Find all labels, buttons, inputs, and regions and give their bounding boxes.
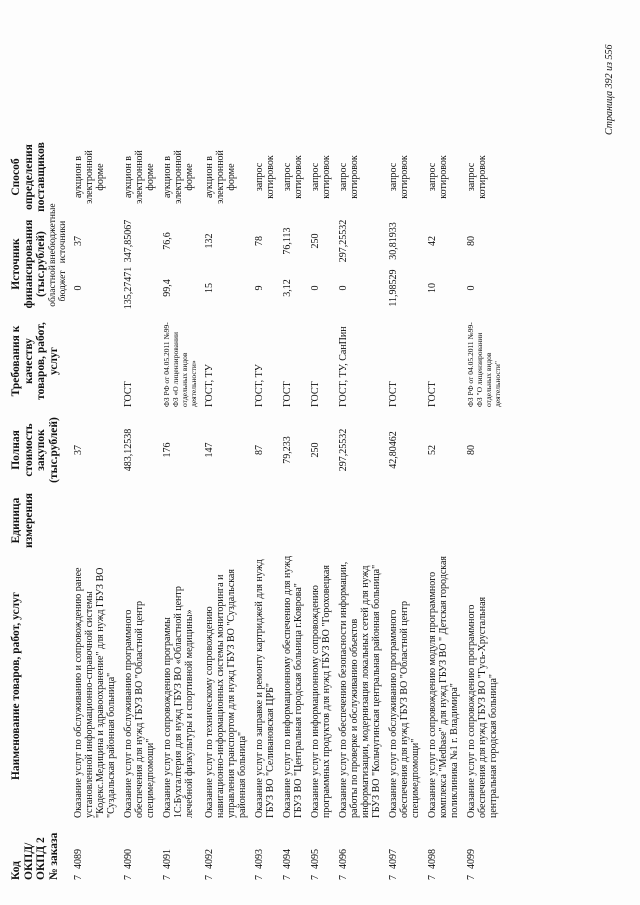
row-name: Оказание услуг по информационному сопровождению программных продуктов для нужд ГБУЗ ВО "Гороховецкая: [309, 565, 332, 818]
row-requirements: ГОСТ: [309, 381, 321, 407]
row-requirements: ГОСТ, ТУ, СанПин: [337, 326, 349, 407]
row-order-number: 4094: [281, 849, 293, 869]
row-financing-extra: 37: [72, 236, 84, 246]
row-financing-regional: 0: [72, 285, 84, 291]
table-row: [204, 138, 254, 883]
row-cost: 147: [203, 442, 215, 458]
row-financing: [310, 216, 338, 312]
row-unit: [310, 490, 338, 551]
table-row: [466, 138, 508, 883]
row-name: Оказание услуг по техническому сопровождению навигационно-информационных системы мониторинга и управления транспортом для нужд ГБУЗ ВО "Суздальская районная больница": [203, 569, 248, 818]
row-requirements: [73, 312, 123, 410]
procurement-table: [10, 138, 508, 883]
row-financing-extra: 297,25532: [337, 219, 349, 263]
row-financing-regional: 0: [309, 285, 321, 291]
row-order-number: 4092: [203, 849, 215, 869]
row-code-prefix: 7: [161, 875, 173, 880]
row-order-number: 4095: [309, 849, 321, 869]
row-cost: 37: [72, 445, 84, 455]
row-cost: 42,80462: [387, 431, 399, 469]
row-code: [388, 821, 427, 883]
row-order-number: 4098: [426, 849, 438, 869]
row-financing: [466, 216, 508, 312]
row-financing-regional: 0: [465, 285, 477, 291]
row-financing-regional: 135,27471: [122, 266, 134, 310]
row-code: [466, 821, 508, 883]
row-financing-extra: 132: [203, 233, 215, 249]
table-header-row: [10, 138, 73, 883]
row-cost: 79,233: [281, 436, 293, 464]
row-order-number: 4089: [72, 849, 84, 869]
table-row: [338, 138, 388, 883]
row-unit: [254, 490, 282, 551]
row-code: [310, 821, 338, 883]
row-code-prefix: 7: [426, 875, 438, 880]
header-cost: Полная стоимость закупок (тыс.рублей): [10, 417, 60, 483]
row-code-prefix: 7: [337, 875, 349, 880]
row-method: запрос котировок: [281, 155, 304, 199]
row-code-prefix: 7: [253, 875, 265, 880]
row-order-number: 4091: [161, 849, 173, 869]
row-financing: [162, 216, 204, 312]
table-row: [388, 138, 427, 883]
row-method: запрос котировок: [309, 155, 332, 199]
row-method: запрос котировок: [465, 155, 488, 199]
row-financing-regional: 99,4: [161, 279, 173, 297]
row-method: аукцион в электронной форме: [72, 150, 106, 204]
row-code: [123, 821, 162, 883]
row-code: [162, 821, 204, 883]
row-financing-extra: 30,81933: [387, 222, 399, 260]
row-financing-regional: 9: [253, 285, 265, 291]
row-requirements: ГОСТ, ТУ: [203, 364, 215, 407]
row-code: [427, 821, 466, 883]
row-method: аукцион в электронной форме: [161, 150, 195, 204]
row-name: Оказание услуг по обслуживанию программного обеспечения для нужд ГБУЗ ВО "Областной центр специмедпомощи": [387, 600, 421, 818]
row-order-number: 4093: [253, 849, 265, 869]
row-cost: 297,25532: [337, 428, 349, 472]
row-order-number: 4096: [337, 849, 349, 869]
table-row: [310, 138, 338, 883]
row-code-prefix: 7: [281, 875, 293, 880]
row-financing: [388, 216, 427, 312]
row-cost: 52: [426, 445, 438, 455]
row-method: запрос котировок: [426, 155, 449, 199]
row-cost: 80: [465, 445, 477, 455]
row-financing-extra: 78: [253, 236, 265, 246]
row-unit: [427, 490, 466, 551]
table-row: [427, 138, 466, 883]
header-requirements: Требования к качеству товаров, работ, услуг: [10, 322, 60, 400]
header-financing-subcols: [47, 203, 69, 309]
header-method: Способ определения поставщиков: [10, 142, 47, 212]
row-financing-regional: 3,12: [281, 279, 293, 297]
row-name: Оказание услуг по сопровождению модуля программного комплекса "Medbase" для нужд ГБУЗ ВО " Детская городская поликлиника №1 г. Владимира": [426, 555, 460, 818]
table-row: [162, 138, 204, 883]
row-financing: [123, 216, 162, 312]
row-financing-regional: 0: [337, 285, 349, 291]
row-method: аукцион в электронной форме: [203, 150, 237, 204]
row-method: запрос котировок: [387, 155, 410, 199]
row-cost: 176: [161, 442, 173, 458]
row-method: запрос котировок: [253, 155, 276, 199]
row-financing: [204, 216, 254, 312]
row-unit: [338, 490, 388, 551]
row-requirements: ГОСТ: [281, 381, 293, 407]
table-body: [73, 138, 508, 883]
row-method: запрос котировок: [337, 155, 360, 199]
row-requirements: ГОСТ, ТУ: [253, 364, 265, 407]
row-order-number: 4099: [465, 849, 477, 869]
row-name: Оказание услуг по обеспечению безопасности информации, работы по проверке и обслуживанию объектов информатизации, модернизация локальных сетей для нужд ГБУЗ ВО "Кольчугинская центральная районная больница": [337, 561, 382, 818]
table-row: [282, 138, 310, 883]
row-requirements: ГОСТ: [387, 381, 399, 407]
row-name: Оказание услуг по сопровождению программы 1С:Бухгалтерия для нужд ГБУЗ ВО «Областной центр лечебной физкультуры и спортивной медицины»: [161, 586, 195, 818]
row-requirements: ГОСТ: [122, 381, 134, 407]
row-code-prefix: 7: [387, 875, 399, 880]
row-code: [282, 821, 310, 883]
row-name: Оказание услуг по заправке и ремонту картриджей для нужд ГБУЗ ВО "Селивановская ЦРБ": [253, 559, 276, 818]
header-unit: Единица измерения: [10, 493, 35, 548]
row-order-number: 4090: [122, 849, 134, 869]
row-unit: [123, 490, 162, 551]
row-requirements: ФЗ РФ от 04.05.2011 №99-ФЗ «О лицензировании отдельных видов деятельности»: [161, 322, 198, 407]
row-requirements: ФЗ РФ от 04.05.2011 №99-ФЗ "О лицензировании отдельных видов деятельности": [465, 322, 502, 407]
row-financing: [73, 216, 123, 312]
row-unit: [388, 490, 427, 551]
row-financing: [254, 216, 282, 312]
row-name: Оказание услуг по обслуживанию программного обеспечения для нужд ГБУЗ ВО "Областной центр специмедпомощи": [122, 600, 156, 818]
row-financing: [338, 216, 388, 312]
table-row: [254, 138, 282, 883]
header-name: Наименование товаров, работ, услуг: [10, 591, 22, 781]
row-cost: 87: [253, 445, 265, 455]
header-financing-extra: внебюджетные источники: [47, 203, 68, 264]
row-order-number: 4097: [387, 849, 399, 869]
row-financing-extra: 42: [426, 236, 438, 246]
header-financing-title: Источник финансирования (тыс.рублей): [10, 219, 47, 309]
row-unit: [282, 490, 310, 551]
row-code-prefix: 7: [465, 875, 477, 880]
row-code: [204, 821, 254, 883]
row-cost: 250: [309, 442, 321, 458]
row-financing-regional: 10: [426, 283, 438, 293]
row-unit: [162, 490, 204, 551]
row-financing-extra: 76,113: [281, 227, 293, 255]
row-code: [338, 821, 388, 883]
header-code: Код ОКПД/ ОКПД 2 № заказа: [10, 832, 60, 880]
table-row: [73, 138, 123, 883]
row-financing-extra: 80: [465, 236, 477, 246]
header-financing-regional: областной бюджет: [47, 265, 68, 307]
row-code-prefix: 7: [203, 875, 215, 880]
row-financing-regional: 11,98529: [387, 269, 399, 307]
row-cost: 483,12538: [122, 428, 134, 472]
row-financing-regional: 15: [203, 283, 215, 293]
row-method: аукцион в электронной форме: [122, 150, 156, 204]
row-code-prefix: 7: [309, 875, 321, 880]
row-name: Оказание услуг по информационному обеспечению для нужд ГБУЗ ВО "Центральная городская больница г.Коврова": [281, 555, 304, 818]
row-financing-extra: 347,85067: [122, 219, 134, 263]
row-financing: [282, 216, 310, 312]
row-financing: [427, 216, 466, 312]
row-name: Оказание услуг по сопровождению программного обеспечения для нужд ГБУЗ ВО "Гусь-Хрустальная центральная городская больница": [465, 596, 499, 818]
page-number: Страница 392 из 556: [604, 44, 615, 135]
row-code-prefix: 7: [122, 875, 134, 880]
row-code: [254, 821, 282, 883]
row-unit: [73, 490, 123, 551]
row-unit: [466, 490, 508, 551]
row-financing-extra: 76,6: [161, 232, 173, 250]
row-code-prefix: 7: [72, 875, 84, 880]
table-row: [123, 138, 162, 883]
row-financing-extra: 250: [309, 233, 321, 249]
row-unit: [204, 490, 254, 551]
row-code: [73, 821, 123, 883]
row-requirements: ГОСТ: [426, 381, 438, 407]
row-name: Оказание услуг по обслуживанию и сопровождению ранее установленной информационно-справочной системы "Кодекс.Медицина и здравоохранение" для нужд ГБУЗ ВО "Суздальская районная больница": [72, 567, 117, 818]
header-financing: [10, 203, 73, 312]
